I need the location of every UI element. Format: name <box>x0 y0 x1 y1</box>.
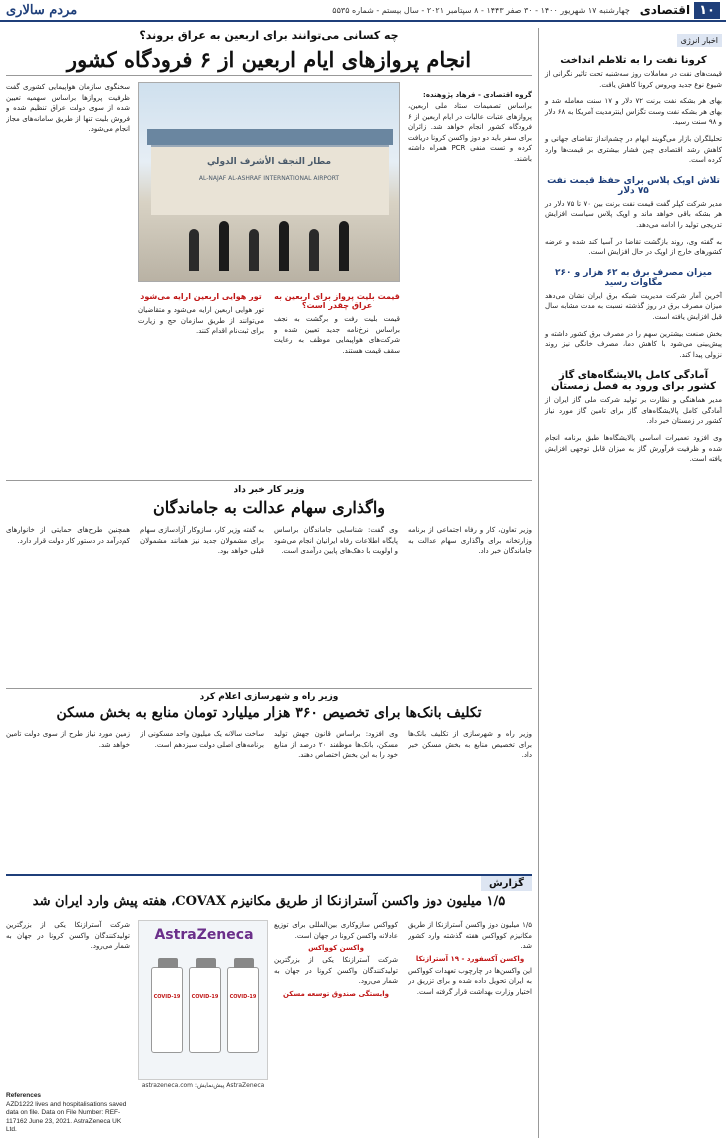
paper-name: مردم سالاری <box>6 2 78 18</box>
article-column <box>6 525 130 685</box>
article-column <box>408 525 532 685</box>
article-text: قیمت بلیت رفت و برگشت به نجف براساس نرخ‌نامه جدید تعیین شده و شرکت‌های هواپیمایی موظف به رعایت سقف قیمت هستند. <box>274 315 400 355</box>
article-column <box>140 729 264 869</box>
date-line: چهارشنبه ۱۷ شهریور ۱۴۰۰ - ۳۰ صفر ۱۴۴۳ - ۸ سپتامبر ۲۰۲۱ - سال بیستم - شماره ۵۵۳۵ <box>332 5 630 15</box>
article-text: شرکت آسترازنکا یکی از بزرگترین تولیدکنندگان واکسن کرونا در جهان به شمار می‌رود. <box>274 956 398 986</box>
story-title: آمادگی کامل پالایشگاه‌های گاز کشور برای ورود به فصل زمستان <box>551 370 716 393</box>
pullquote-title: قیمت بلیت پرواز برای اربعین به عراق چقدر است؟ <box>274 292 400 310</box>
article-headline: تکلیف بانک‌ها برای تخصیص ۳۶۰ هزار میلیارد تومان منابع به بخش مسکن <box>56 705 482 721</box>
article-text: وزیر راه و شهرسازی از تکلیف بانک‌ها برای تخصیص منابع به بخش مسکن خبر داد. <box>408 730 532 760</box>
subheading: واکسن کوواکس <box>308 944 364 953</box>
arbaeen-article <box>6 82 532 477</box>
article-kicker: وزیر کار خبر داد <box>233 485 305 495</box>
story-title: کرونا نفت را به تلاطم انداخت <box>560 55 707 66</box>
story-paragraph: تحلیلگران بازار می‌گویند ابهام در چشم‌انداز تقاضای جهانی و کاهش رشد اقتصادی چین فشار بیشتری بر قیمت‌ها وارد کرده است. <box>545 134 722 165</box>
story-paragraph: مدیر شرکت کپلر گفت قیمت نفت برنت بین ۷۰ تا ۷۵ دلار در هر بشکه باقی خواهد ماند و اوپک پلاس سیاست افزایش تدریجی تولید را ادامه می‌دهد. <box>545 199 722 229</box>
article-text: این واکسن‌ها در چارچوب تعهدات کوواکس به ایران تحویل داده شده و برای تزریق در اختیار وزارت بهداشت قرار گرفته است. <box>408 966 532 996</box>
article-column <box>274 920 398 1138</box>
energy-news-column <box>538 28 722 1138</box>
references <box>6 1092 132 1135</box>
vial-label: COVID-19 <box>229 994 257 1000</box>
story-paragraph: وی افزود تعمیرات اساسی پالایشگاه‌ها طبق برنامه انجام شده و ظرفیت فرآورش گاز به میزان قابل توجهی افزایش یافته است. <box>545 434 722 464</box>
article-column <box>408 729 532 869</box>
article-column <box>408 82 532 477</box>
article-text: شرکت آسترازنکا یکی از بزرگترین تولیدکنندگان واکسن کرونا در جهان به شمار می‌رود. <box>6 921 130 951</box>
article-headline: واگذاری سهام عدالت به جاماندگان <box>152 498 386 517</box>
story-title: میزان مصرف برق به ۶۲ هزار و ۲۶۰ مگاوات رسید <box>554 267 713 288</box>
article-text: همچنین طرح‌های حمایتی از خانوارهای کم‌درآمد در دستور کار دولت قرار دارد. <box>6 526 130 545</box>
article-headline: ۱/۵ میلیون دوز واکسن آسترازنکا از طریق مکانیزم COVAX، هفته پیش وارد ایران شد <box>32 894 506 909</box>
airport-sign: مطار النجف الأشرف الدولي <box>206 157 332 167</box>
photo-caption: AstraZeneca پیش‌نمایش: astrazeneca.com <box>141 1082 265 1089</box>
section-title: اقتصادی <box>639 3 691 17</box>
article-column <box>140 525 264 685</box>
article-text: ۱/۵ میلیون دوز واکسن آسترازنکا از طریق مکانیزم کوواکس هفته گذشته وارد کشور شد. <box>408 921 532 951</box>
article-text: وزیر تعاون، کار و رفاه اجتماعی از برنامه وزارتخانه برای واگذاری سهام عدالت به جاماندگان خبر داد. <box>408 526 532 556</box>
vaccine-report <box>6 874 532 1138</box>
article-text: سخنگوی سازمان هواپیمایی کشوری گفت ظرفیت پروازها براساس سهمیه تعیین شده از سوی دولت عراق تنظیم شده و فروش بلیت تنها از طریق سامانه‌های مجاز انجام می‌شود. <box>6 83 130 134</box>
airport-photo <box>138 82 400 282</box>
article-text: براساس تصمیمات ستاد ملی اربعین، پروازهای عتبات عالیات در ایام اربعین از ۶ فرودگاه کشور انجام خواهد شد. زائران برای سفر باید دو دوز واکسن کرونا دریافت کرده و تست منفی PCR همراه داشته باشند. <box>408 102 532 163</box>
story-paragraph: به گفته وی، روند بازگشت تقاضا در آسیا کند شده و عرضه کشورهای خارج از اوپک در حال افزایش است. <box>545 237 722 257</box>
subheading: تور هوایی اربعین ارایه می‌شود <box>140 292 262 301</box>
page-number: ۱۰ <box>694 2 720 19</box>
article-column <box>6 729 130 869</box>
article-column <box>274 525 398 685</box>
vial-label: COVID-19 <box>191 994 219 1000</box>
article-column <box>274 288 400 477</box>
story-paragraph: بخش صنعت بیشترین سهم را در مصرف برق کشور داشته و پیش‌بینی می‌شود با کاهش دما، مصرف خانگی نیز روند نزولی پیدا کند. <box>545 329 722 359</box>
airport-sign-english: AL-NAJAF AL-ASHRAF INTERNATIONAL AIRPORT <box>198 175 340 182</box>
story-paragraph: آخرین آمار شرکت مدیریت شبکه برق ایران نشان می‌دهد میزان مصرف برق در روز گذشته نسبت به مدت مشابه سال قبل افزایش یافته است. <box>545 291 722 321</box>
article-column <box>6 920 130 1088</box>
article-text: کوواکس سازوکاری بین‌المللی برای توزیع عادلانه واکسن کرونا در جهان است. <box>274 921 398 940</box>
article-text: ساخت سالانه یک میلیون واحد مسکونی از برنامه‌های اصلی دولت سیزدهم است. <box>140 730 264 749</box>
article-column <box>408 920 532 1138</box>
article-headline: انجام پروازهای ایام اربعین از ۶ فرودگاه کشور <box>6 44 532 76</box>
article-text: به گفته وزیر کار، سازوکار آزادسازی سهام برای مشمولان جدید نیز همانند مشمولان قبلی خواهد بود. <box>140 526 264 556</box>
report-label: گزارش <box>481 876 532 891</box>
vaccine-brand: AstraZeneca <box>154 927 254 943</box>
subheading: واکسن آکسفورد - ۱۹ آسترازنکا <box>415 954 525 963</box>
article-column <box>274 729 398 869</box>
story-title: تلاش اوپک پلاس برای حفظ قیمت نفت ۷۵ دلار <box>547 175 720 196</box>
vaccine-photo <box>138 920 268 1080</box>
ticket-price-box <box>138 288 400 477</box>
article-kicker: چه کسانی می‌توانند برای اربعین به عراق بروند؟ <box>139 29 399 42</box>
references-text: AZD1222 lives and hospitalisations saved data on file. Data on File Number: REF-117162 June 23, 2021. AstraZeneca UK Ltd. <box>6 1100 127 1133</box>
main-content <box>6 28 532 1138</box>
column-tag: اخبار انرژی <box>677 34 722 47</box>
article-text: وی گفت: شناسایی جاماندگان براساس پایگاه اطلاعات رفاه ایرانیان انجام می‌شود و اولویت با دهک‌های پایین درآمدی است. <box>274 526 398 556</box>
article-text: وی افزود: براساس قانون جهش تولید مسکن، بانک‌ها موظفند ۲۰ درصد از منابع خود را به این بخش اختصاص دهند. <box>274 730 398 760</box>
story-paragraph: مدیر هماهنگی و نظارت بر تولید شرکت ملی گاز ایران از آمادگی کامل پالایشگاه‌های گاز برای تامین گاز مورد نیاز کشور در زمستان خبر داد. <box>545 396 722 426</box>
vial-label: COVID-19 <box>153 994 181 1000</box>
masthead <box>0 0 726 22</box>
article-column <box>138 288 264 477</box>
article-text: زمین مورد نیاز طرح از سوی دولت تامین خواهد شد. <box>6 730 130 749</box>
subheading: وابستگی صندوق توسعه مسکن <box>282 989 390 998</box>
article-column <box>6 82 130 477</box>
housing-article <box>6 688 532 871</box>
references-label: References <box>6 1092 42 1099</box>
article-kicker: وزیر راه و شهرسازی اعلام کرد <box>199 692 339 702</box>
justice-shares-article <box>6 480 532 685</box>
article-text: تور هوایی اربعین ارایه می‌شود و متقاضیان می‌توانند از طریق سازمان حج و زیارت برای ثبت‌نام اقدام کنند. <box>138 306 264 336</box>
story-paragraph: قیمت‌های نفت در معاملات روز سه‌شنبه تحت تاثیر نگرانی از شیوع نوع جدید ویروس کرونا کاهش یافت. <box>545 70 722 89</box>
byline: گروه اقتصادی - فرهاد پژوهنده: <box>423 91 532 99</box>
story-paragraph: بهای هر بشکه نفت برنت ۷۲ دلار و ۱۷ سنت معامله شد و بهای هر بشکه نفت وست تگزاس اینترمدیت آمریکا به ۶۸ دلار و ۹۸ سنت رسید. <box>545 97 722 127</box>
